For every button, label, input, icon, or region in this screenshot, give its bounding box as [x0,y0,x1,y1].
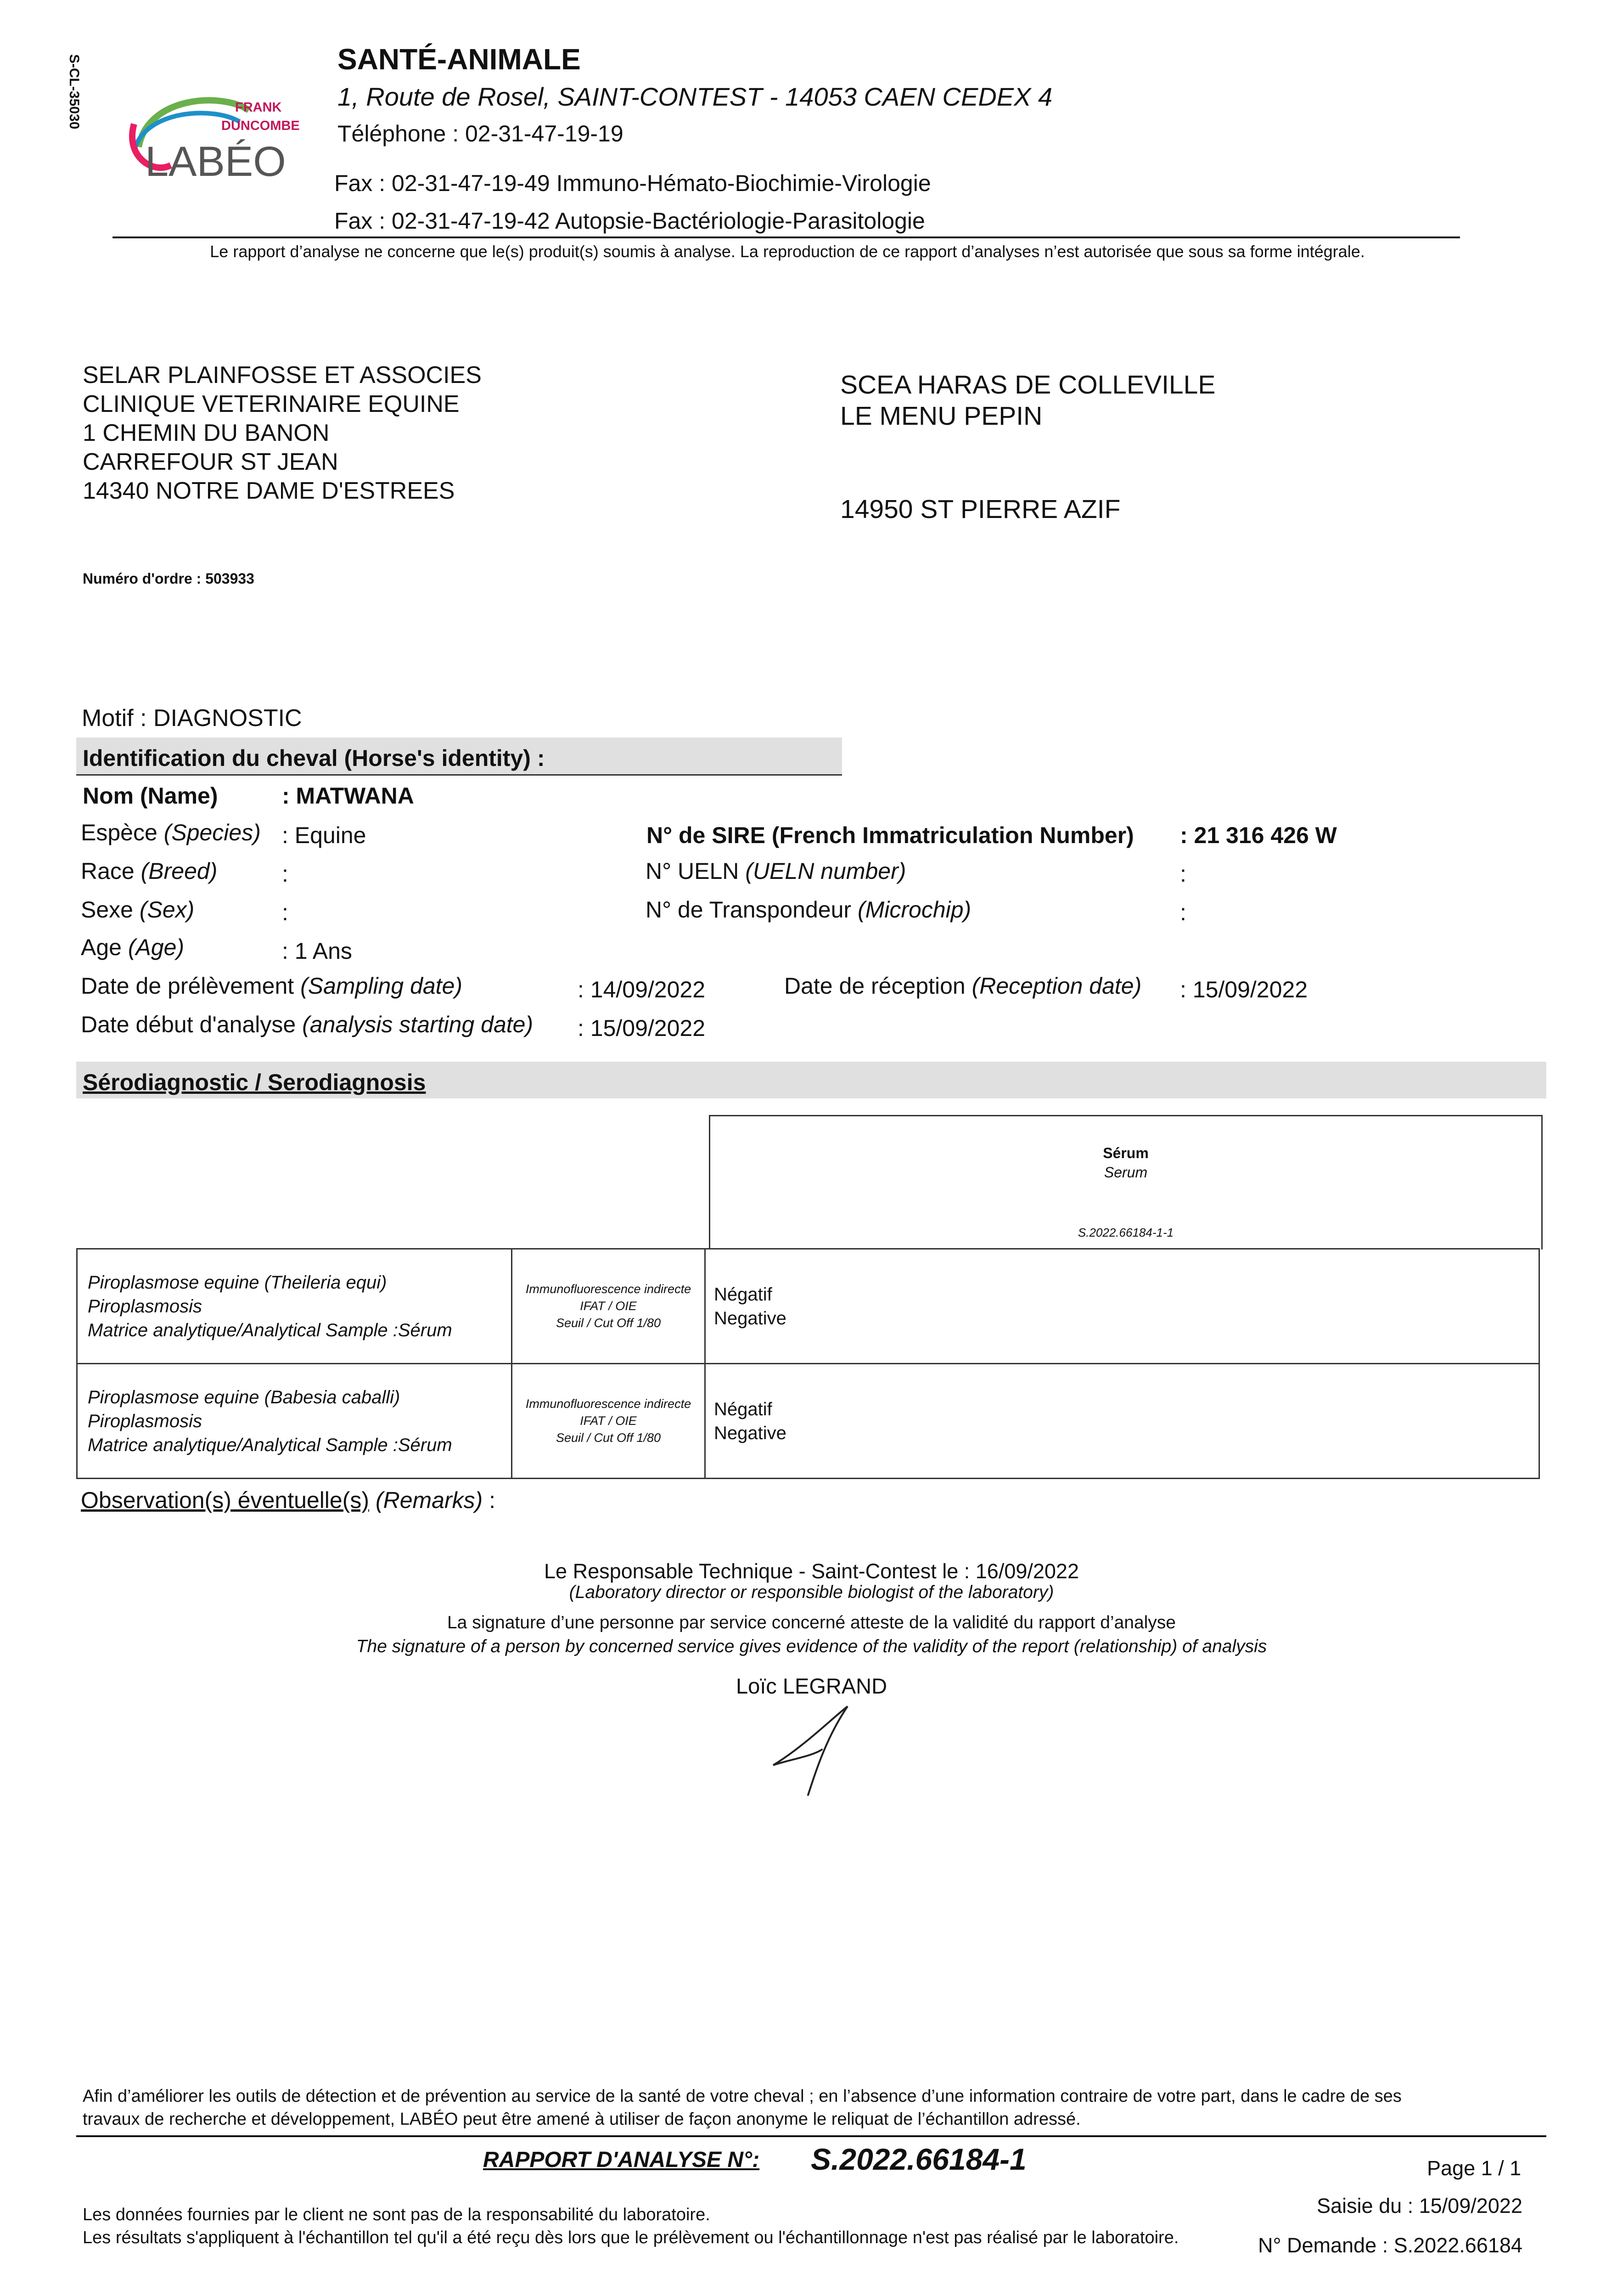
analysis-label-fr: Date début d'analyse [81,1012,296,1037]
lab-title: SANTÉ-ANIMALE [337,43,581,76]
recipient-city: 14950 ST PIERRE AZIF [840,495,1121,524]
test-matrix: Matrice analytique/Analytical Sample :Sérum [88,1320,452,1340]
lab-address: 1, Route de Rosel, SAINT-CONTEST - 14053 CAEN CEDEX 4 [337,82,1053,111]
sampling-label-fr: Date de prélèvement [81,973,294,999]
ueln-label-fr: N° UELN [646,858,739,884]
recipient-line: SCEA HARAS DE COLLEVILLE [840,370,1216,400]
age-label-en: (Age) [128,934,185,960]
identity-section-title: Identification du cheval (Horse's identity) : [83,745,545,771]
reception-label-fr: Date de réception [784,973,966,999]
sire-value: : 21 316 426 W [1180,822,1337,848]
sender-line: 14340 NOTRE DAME D'ESTREES [83,478,455,504]
age-value: : 1 Ans [282,938,352,964]
logo-text-frank: FRANK [235,100,282,115]
test-cell [77,1249,512,1364]
order-number: Numéro d'ordre : 503933 [83,570,254,587]
breed-label-en: (Breed) [140,858,218,884]
document-code: S-CL-35030 [67,54,82,129]
sample-id: S.2022.66184-1-1 [1078,1226,1174,1239]
report-number: S.2022.66184-1 [811,2142,1027,2176]
name-label: Nom (Name) [83,783,218,809]
sampling-label-en: (Sampling date) [300,973,463,999]
sex-value: : [282,900,288,925]
method-cell [512,1364,705,1479]
labeo-logo [120,78,322,193]
sex-label-en: (Sex) [139,897,195,923]
observations [81,1487,495,1514]
footer-notice-line: travaux de recherche et développement, LABÉO peut être amené à utiliser de façon anonyme le reliquat de l’échantillon adressé. [83,2110,1081,2129]
sender-line: 1 CHEMIN DU BANON [83,420,330,446]
signatory-name: Loïc LEGRAND [736,1674,887,1698]
result-en: Negative [714,1308,786,1328]
logo-text-duncombe: DUNCOMBE [221,118,300,133]
ueln-label [646,858,906,884]
identity-section-bar [76,737,842,776]
species-label [81,819,261,846]
sample-label-en: Serum [1104,1164,1148,1181]
footer-data-notes [83,2203,1179,2249]
species-value: : Equine [282,822,366,848]
lab-fax-2: Fax : 02-31-47-19-42 Autopsie-Bactériologie-Parasitologie [334,208,925,234]
test-name-en: Piroplasmosis [88,1296,202,1317]
analysis-label-en: (analysis starting date) [302,1012,534,1037]
transponder-label-en: (Microchip) [857,897,972,923]
sample-label-fr: Sérum [1103,1145,1149,1161]
motif: Motif : DIAGNOSTIC [82,705,302,732]
results-table [76,1248,1540,1479]
result-fr: Négatif [714,1399,772,1419]
sender-line: CLINIQUE VETERINAIRE EQUINE [83,391,460,417]
header-divider [112,236,1460,238]
age-label [81,934,184,961]
test-cell [77,1364,512,1479]
observations-label-en: (Remarks) [375,1487,483,1513]
breed-label-fr: Race [81,858,135,884]
method-cutoff: Seuil / Cut Off 1/80 [556,1431,661,1445]
result-cell [705,1364,1539,1479]
footer-divider [76,2135,1546,2137]
analysis-date-label [81,1011,533,1038]
serology-section-bar [76,1062,1546,1098]
breed-value: : [282,861,288,887]
method-ref: IFAT / OIE [580,1414,637,1428]
method-cutoff: Seuil / Cut Off 1/80 [556,1316,661,1330]
sire-label: N° de SIRE (French Immatriculation Number) [646,822,1134,848]
handwritten-signature-icon [762,1701,854,1802]
test-name-en: Piroplasmosis [88,1411,202,1431]
transponder-value: : [1180,900,1186,925]
ueln-value: : [1180,861,1186,887]
reception-date-label [784,973,1141,999]
test-name: Piroplasmose equine (Babesia caballi) [88,1387,400,1407]
method-name: Immunofluorescence indirecte [525,1282,691,1296]
method-cell [512,1249,705,1364]
result-cell [705,1249,1539,1364]
recipient-line: LE MENU PEPIN [840,401,1043,431]
recipient-address [840,369,1215,432]
species-label-en: (Species) [163,820,261,845]
sex-label-fr: Sexe [81,897,133,923]
sender-address [83,361,482,506]
test-name: Piroplasmose equine (Theileria equi) [88,1272,387,1293]
observations-label: Observation(s) éventuelle(s) [81,1487,370,1513]
signature-responsible: Le Responsable Technique - Saint-Contest le : 16/09/2022 [544,1559,1079,1583]
footer-notice-line: Afin d’améliorer les outils de détection et de prévention au service de la santé de votre cheval ; en l’absence d’une information contraire de votre part, dans le cadre de ses [83,2087,1402,2106]
sender-line: SELAR PLAINFOSSE ET ASSOCIES [83,362,482,388]
sex-label [81,896,194,923]
observations-colon: : [489,1487,496,1513]
page-number: Page 1 / 1 [1427,2156,1522,2180]
sample-header [709,1115,1543,1249]
logo-text-labeo: LABÉO [145,138,286,185]
signature-statement-en: The signature of a person by concerned service gives evidence of the validity of the report (relationship) of analysis [356,1637,1267,1656]
breed-label [81,858,217,884]
footer-data-note: Les résultats s'appliquent à l'échantillon tel qu'il a été reçu dès lors que le prélèvement ou l'échantillonnage n'est pas réalisé par le laboratoire. [83,2228,1179,2247]
header-disclaimer: Le rapport d’analyse ne concerne que le(s) produit(s) soumis à analyse. La reproduction de ce rapport d’analyses n’est autorisée que sous sa forme intégrale. [210,242,1365,261]
sampling-date-label [81,973,462,999]
analysis-date-value: : 15/09/2022 [578,1015,706,1041]
serology-section-title: Sérodiagnostic / Serodiagnosis [83,1069,426,1095]
ueln-label-en: (UELN number) [745,858,906,884]
test-matrix: Matrice analytique/Analytical Sample :Sérum [88,1435,452,1455]
result-fr: Négatif [714,1284,772,1305]
transponder-label-fr: N° de Transpondeur [646,897,852,923]
table-row [77,1364,1539,1479]
method-ref: IFAT / OIE [580,1299,637,1313]
sender-line: CARREFOUR ST JEAN [83,449,338,475]
reception-date-value: : 15/09/2022 [1180,977,1308,1002]
footer-data-note: Les données fournies par le client ne sont pas de la responsabilité du laboratoire. [83,2205,710,2224]
name-value: : MATWANA [282,783,414,809]
transponder-label [646,896,971,923]
table-row [77,1249,1539,1364]
age-label-fr: Age [81,934,122,960]
lab-phone: Téléphone : 02-31-47-19-19 [337,121,623,146]
footer-notice [83,2085,1402,2131]
result-en: Negative [714,1423,786,1443]
sampling-date-value: : 14/09/2022 [578,977,706,1002]
request-number: N° Demande : S.2022.66184 [1258,2234,1522,2257]
entry-date: Saisie du : 15/09/2022 [1317,2194,1522,2217]
species-label-fr: Espèce [81,820,157,845]
reception-label-en: (Reception date) [972,973,1142,999]
signature-statement: La signature d’une personne par service concerné atteste de la validité du rapport d’analyse [447,1613,1176,1632]
signature-responsible-en: (Laboratory director or responsible biologist of the laboratory) [569,1582,1054,1602]
lab-fax-1: Fax : 02-31-47-19-49 Immuno-Hémato-Biochimie-Virologie [334,170,931,196]
method-name: Immunofluorescence indirecte [525,1397,691,1411]
report-label: RAPPORT D'ANALYSE N°: [483,2148,760,2172]
